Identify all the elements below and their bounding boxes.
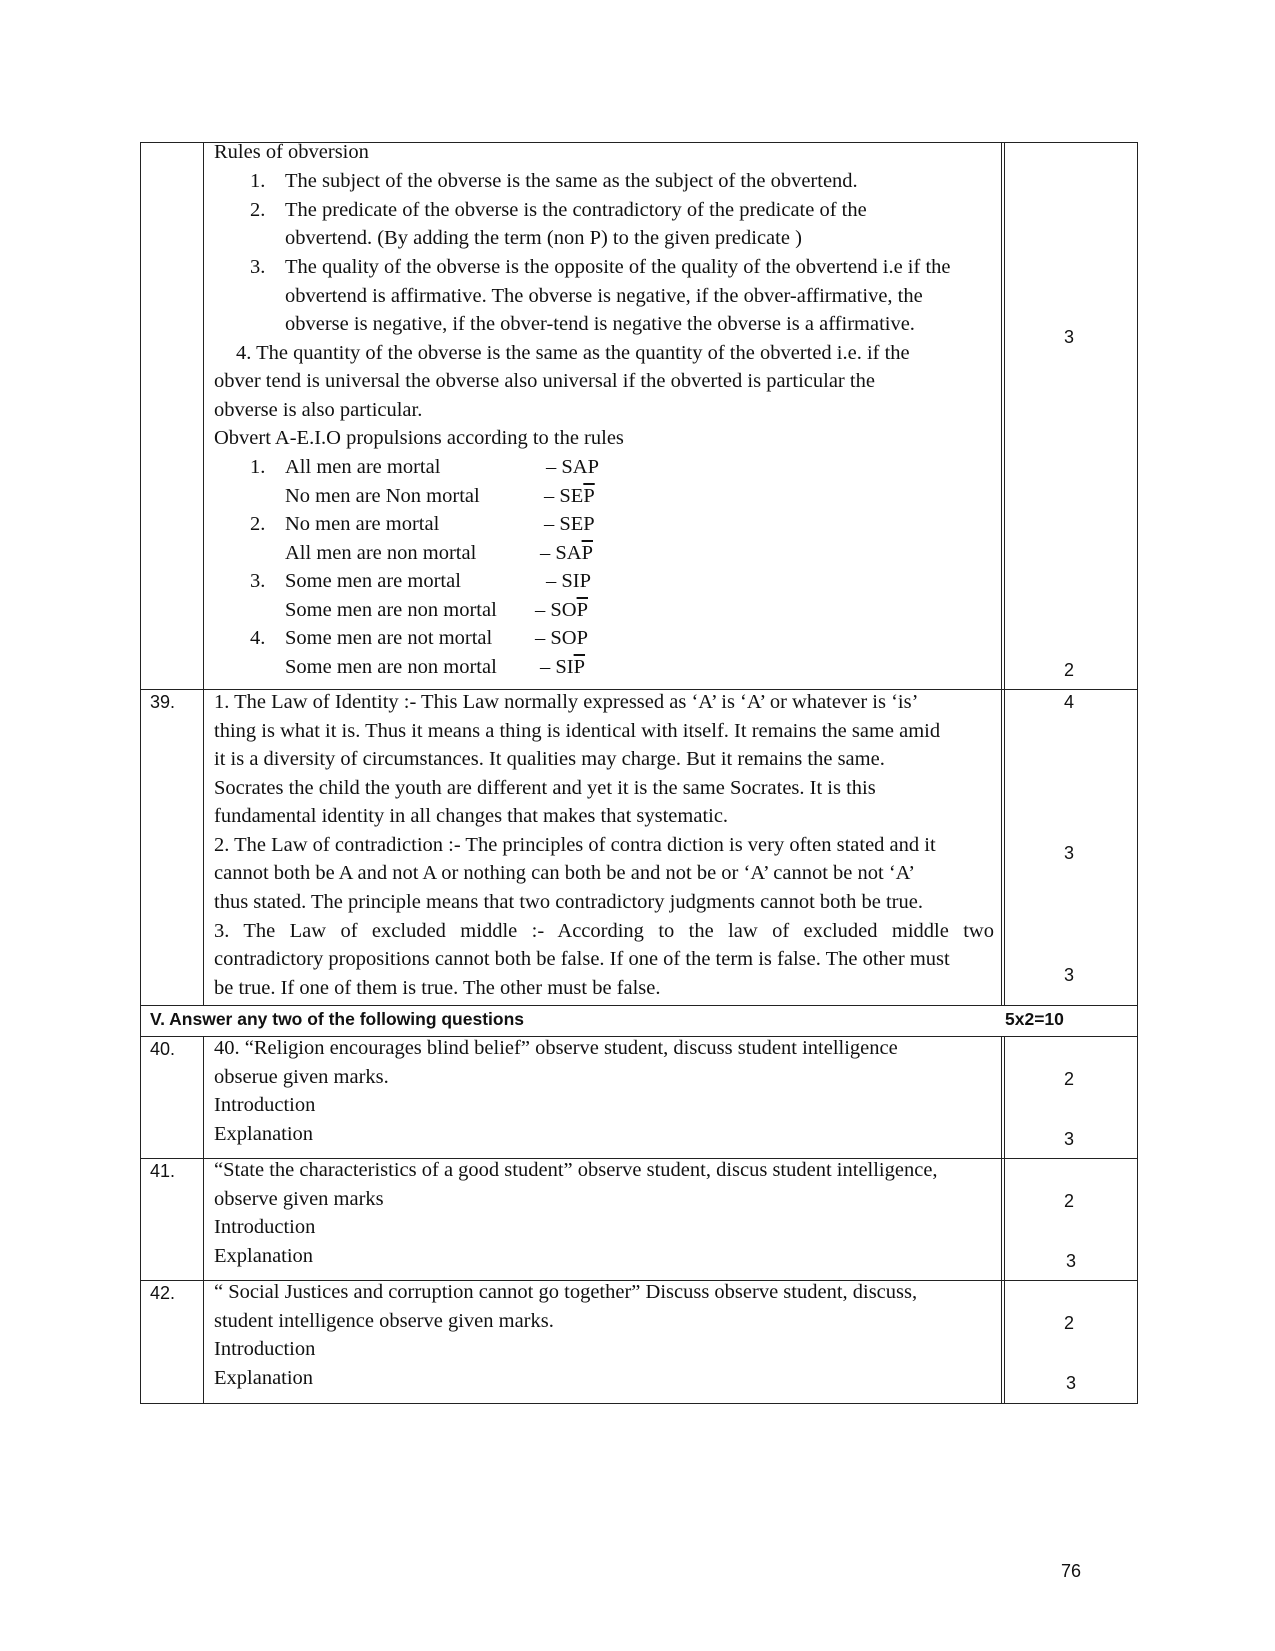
example-proposition: All men are non mortal <box>285 542 477 564</box>
question-number: 40. <box>150 1039 176 1059</box>
rule-text: 4. The quantity of the obverse is the same as the quantity of the obverted i.e. if the <box>236 342 910 364</box>
table-bottom-border <box>140 1403 1138 1404</box>
col-divider-marks <box>1004 1036 1005 1404</box>
example-code: – $SI\overline{P}$ <box>540 656 586 678</box>
col-divider-num <box>203 142 204 1006</box>
col-divider-num <box>203 1036 204 1404</box>
answer-line: 3. The Law of excluded middle :- According to the law of excluded middle two <box>214 920 994 942</box>
example-code: – $SA\overline{P}$ <box>540 542 593 564</box>
marks-value: 3 <box>1065 1251 1076 1271</box>
example-proposition: Some men are non mortal <box>285 599 497 621</box>
table-left-border <box>140 142 141 1404</box>
answer-line: 1. The Law of Identity :- This Law normally expressed as ‘A’ is ‘A’ or whatever is ‘is’ <box>214 691 919 713</box>
rules-heading: Rules of obversion <box>214 141 369 163</box>
marks-value: 2 <box>1063 1191 1074 1211</box>
page-number: 76 <box>1061 1561 1082 1581</box>
example-code: – SIP <box>546 570 592 592</box>
answer-line: 2. The Law of contradiction :- The principles of contra diction is very often stated and it <box>214 834 936 856</box>
obvert-heading: Obvert A-E.I.O propulsions according to the rules <box>214 427 624 449</box>
section-title: V. Answer any two of the following questions <box>150 1009 525 1029</box>
example-proposition: All men are mortal <box>285 456 441 478</box>
answer-line: fundamental identity in all changes that makes that systematic. <box>214 805 729 827</box>
marks-value: 2 <box>1063 1069 1074 1089</box>
question-line: “ Social Justices and corruption cannot go together” Discuss observe student, discuss, <box>214 1281 918 1303</box>
explanation-label: Explanation <box>214 1367 314 1389</box>
question-number: 42. <box>150 1283 176 1303</box>
example-proposition: Some men are mortal <box>285 570 461 592</box>
section-marks: 5x2=10 <box>1005 1009 1064 1029</box>
example-proposition: Some men are non mortal <box>285 656 497 678</box>
example-code: – SEP <box>544 513 595 535</box>
col-divider-marks <box>1004 142 1005 1006</box>
example-code: – SAP <box>546 456 599 478</box>
rule-number: 3. <box>250 256 266 278</box>
question-number: 41. <box>150 1161 176 1181</box>
rule-number: 2. <box>250 199 266 221</box>
marks-value: 2 <box>1063 660 1074 680</box>
explanation-label: Explanation <box>214 1245 314 1267</box>
introduction-label: Introduction <box>214 1094 316 1116</box>
col-divider-marks <box>1001 1036 1002 1404</box>
answer-line: be true. If one of them is true. The other must be false. <box>214 977 661 999</box>
example-code: – $SO\overline{P}$ <box>535 599 588 621</box>
answer-line: contradictory propositions cannot both be false. If one of the term is false. The other must <box>214 948 950 970</box>
row-border <box>140 1005 1138 1006</box>
rule-text: The subject of the obverse is the same as the subject of the obvertend. <box>285 170 858 192</box>
introduction-label: Introduction <box>214 1338 316 1360</box>
marks-value: 2 <box>1063 1313 1074 1333</box>
question-line: 40. “Religion encourages blind belief” observe student, discuss student intelligence <box>214 1037 898 1059</box>
rule-text: obverse is negative, if the obver-tend is negative the obverse is a affirmative. <box>285 313 915 335</box>
rule-text: obverse is also particular. <box>214 399 423 421</box>
marks-value: 3 <box>1063 965 1074 985</box>
question-number: 39. <box>150 692 176 712</box>
example-number: 2. <box>250 513 266 535</box>
marks-value: 3 <box>1063 843 1074 863</box>
example-number: 1. <box>250 456 266 478</box>
rule-number: 1. <box>250 170 266 192</box>
example-proposition: No men are mortal <box>285 513 440 535</box>
rule-text: The predicate of the obverse is the contradictory of the predicate of the <box>285 199 867 221</box>
rule-text: obver tend is universal the obverse also universal if the obverted is particular the <box>214 370 875 392</box>
explanation-label: Explanation <box>214 1123 314 1145</box>
question-line: obserue given marks. <box>214 1066 389 1088</box>
example-code: – $SE\overline{P}$ <box>544 485 595 507</box>
answer-line: cannot both be A and not A or nothing can both be and not be or ‘A’ cannot be not ‘A’ <box>214 862 916 884</box>
rule-text: The quality of the obverse is the opposite of the quality of the obvertend i.e if the <box>285 256 951 278</box>
col-divider-marks <box>1001 142 1002 1006</box>
example-number: 4. <box>250 627 266 649</box>
answer-line: thus stated. The principle means that two contradictory judgments cannot both be true. <box>214 891 923 913</box>
marks-value: 4 <box>1063 692 1074 712</box>
example-proposition: No men are Non mortal <box>285 485 480 507</box>
marks-value: 3 <box>1063 1129 1074 1149</box>
marks-value: 3 <box>1063 327 1074 347</box>
row-border <box>140 689 1138 690</box>
table-right-border <box>1137 142 1138 1404</box>
example-code: – SOP <box>535 627 588 649</box>
example-proposition: Some men are not mortal <box>285 627 493 649</box>
rule-text: obvertend is affirmative. The obverse is negative, if the obver-affirmative, the <box>285 285 923 307</box>
introduction-label: Introduction <box>214 1216 316 1238</box>
question-line: “State the characteristics of a good student” observe student, discus student intelligence, <box>214 1159 938 1181</box>
rule-text: obvertend. (By adding the term (non P) to the given predicate ) <box>285 227 802 249</box>
question-line: student intelligence observe given marks. <box>214 1310 554 1332</box>
marks-value: 3 <box>1065 1373 1076 1393</box>
example-number: 3. <box>250 570 266 592</box>
answer-line: thing is what it is. Thus it means a thing is identical with itself. It remains the same amid <box>214 720 941 742</box>
answer-line: Socrates the child the youth are different and yet it is the same Socrates. It is this <box>214 777 876 799</box>
question-line: observe given marks <box>214 1188 384 1210</box>
answer-line: it is a diversity of circumstances. It qualities may charge. But it remains the same. <box>214 748 885 770</box>
